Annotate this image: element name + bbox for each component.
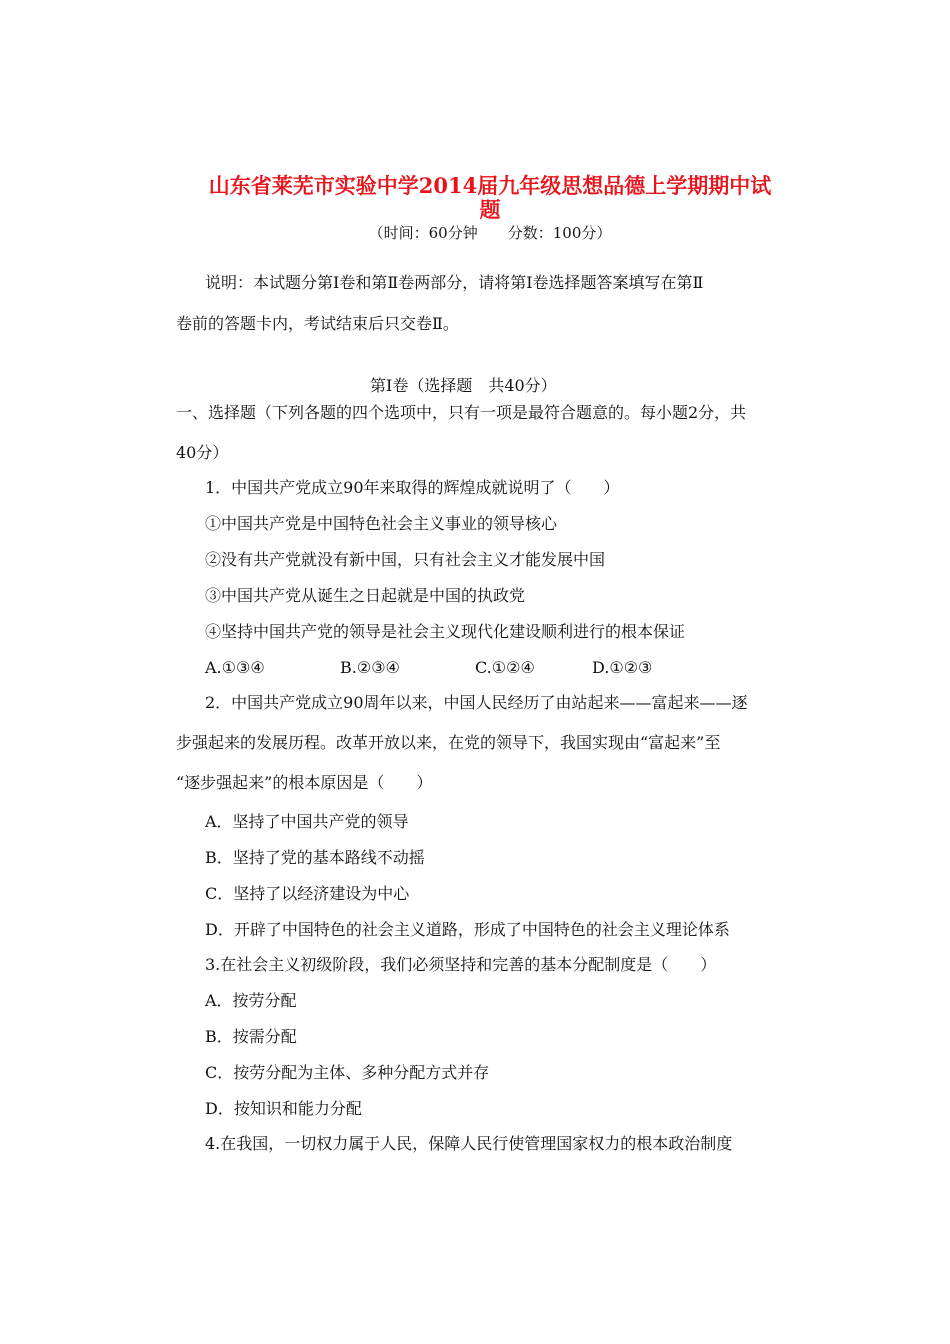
q1-statement: ①中国共产党是中国特色社会主义事业的领导核心 <box>205 514 558 533</box>
q3-option-b: B．按需分配 <box>205 1027 297 1046</box>
part1-header-line1: 一、选择题（下列各题的四个选项中，只有一项是最符合题意的。每小题2分，共 <box>176 403 747 422</box>
q2-stem-line1: 2．中国共产党成立90周年以来，中国人民经历了由站起来——富起来——逐 <box>205 693 748 712</box>
instructions-line2: 卷前的答题卡内，考试结束后只交卷Ⅱ。 <box>176 314 459 333</box>
q1-option-b: B.②③④ <box>340 658 400 677</box>
q2-stem-line2: 步强起来的发展历程。改革开放以来，在党的领导下，我国实现由“富起来”至 <box>176 733 721 752</box>
q1-options <box>205 658 652 678</box>
q2-option-a: A．坚持了中国共产党的领导 <box>205 812 409 831</box>
q3-option-a: A．按劳分配 <box>205 991 297 1010</box>
part1-header-line2: 40分） <box>176 443 229 462</box>
q1-option-c: C.①②④ <box>475 658 535 677</box>
q1-option-a: A.①③④ <box>205 658 265 677</box>
document-title-line2: 题 <box>479 197 501 222</box>
q2-option-b: B．坚持了党的基本路线不动摇 <box>205 848 425 867</box>
q1-statement: ③中国共产党从诞生之日起就是中国的执政党 <box>205 586 526 605</box>
q3-option-d: D．按知识和能力分配 <box>205 1099 362 1118</box>
q4-stem: 4.在我国，一切权力属于人民，保障人民行使管理国家权力的根本政治制度 <box>205 1134 733 1153</box>
q1-option-d: D.①②③ <box>592 658 653 677</box>
q1-statement: ②没有共产党就没有新中国，只有社会主义才能发展中国 <box>205 550 606 569</box>
q3-stem: 3.在社会主义初级阶段，我们必须坚持和完善的基本分配制度是（ ） <box>205 955 717 974</box>
time-score-info: （时间：60分钟 分数：100分） <box>368 224 612 242</box>
section1-title: 第Ⅰ卷（选择题 共40分） <box>370 376 557 395</box>
q2-option-d: D．开辟了中国特色的社会主义道路，形成了中国特色的社会主义理论体系 <box>205 920 730 939</box>
q3-option-c: C．按劳分配为主体、多种分配方式并存 <box>205 1063 490 1082</box>
q2-option-c: C．坚持了以经济建设为中心 <box>205 884 410 903</box>
q2-stem-line3: “逐步强起来”的根本原因是（ ） <box>176 773 433 792</box>
instructions-line1: 说明：本试题分第Ⅰ卷和第Ⅱ卷两部分，请将第Ⅰ卷选择题答案填写在第Ⅱ <box>205 273 704 292</box>
q1-stem: 1．中国共产党成立90年来取得的辉煌成就说明了（ ） <box>205 478 620 497</box>
document-title-line1: 山东省莱芜市实验中学2014届九年级思想品德上学期期中试 <box>208 173 772 198</box>
q1-statement: ④坚持中国共产党的领导是社会主义现代化建设顺利进行的根本保证 <box>205 622 686 641</box>
